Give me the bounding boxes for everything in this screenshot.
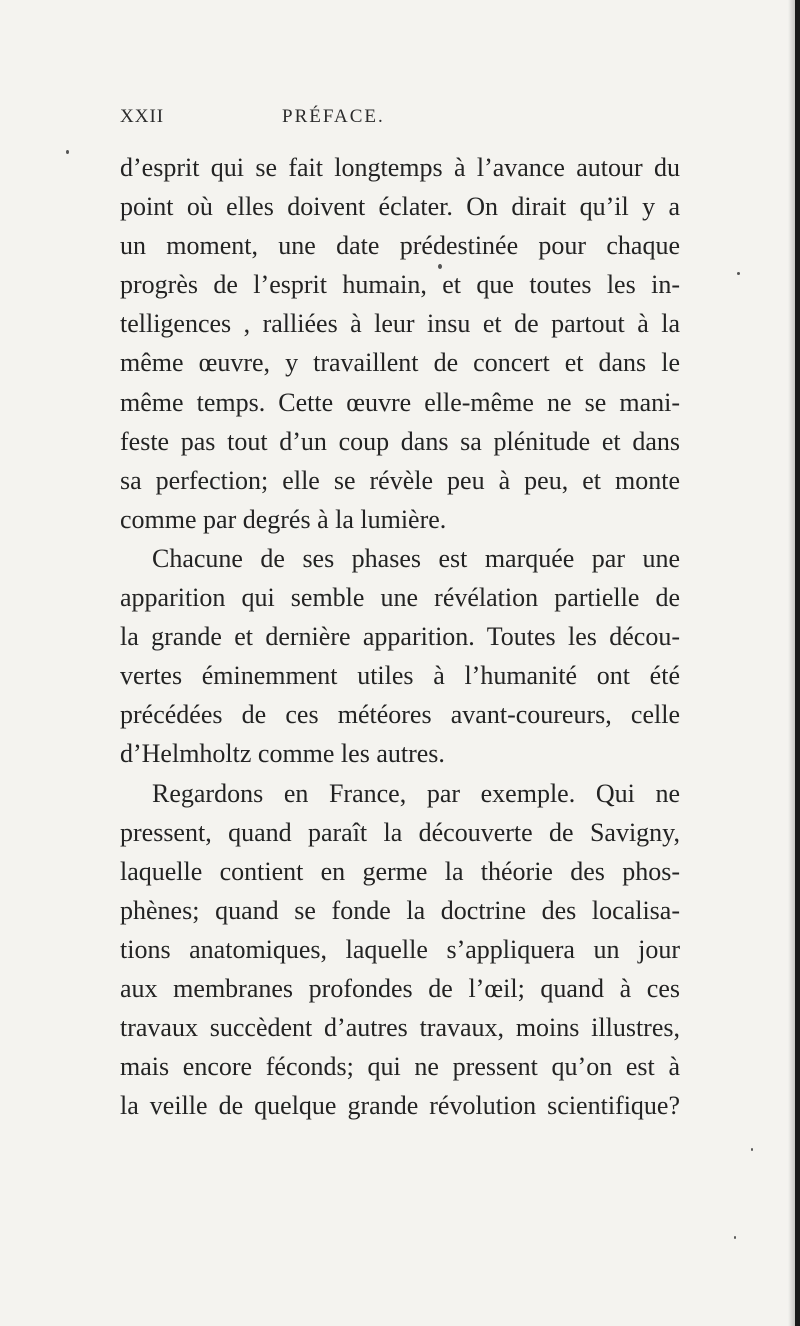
text-line: tions anatomiques, laquelle s’appliquera un jour: [120, 934, 680, 964]
scan-speck: [66, 150, 69, 154]
text-line: la veille de quelque grande révolution scientifique?: [120, 1091, 680, 1121]
text-line: la grande et dernière apparition. Toutes les décou-: [120, 622, 680, 652]
running-title: PRÉFACE.: [282, 106, 385, 127]
text-line: même œuvre, y travaillent de concert et dans le: [120, 348, 680, 378]
text-line: d’esprit qui se fait longtemps à l’avance autour du: [120, 153, 680, 182]
text-line-paragraph-start: Regardons en France, par exemple. Qui ne: [152, 778, 680, 808]
scan-speck: [734, 1236, 736, 1239]
scan-speck: [751, 1148, 753, 1151]
scan-speck: [737, 272, 740, 275]
running-head: [120, 106, 680, 130]
text-line: feste pas tout d’un coup dans sa plénitude et dans: [120, 426, 680, 456]
scan-speck: [438, 264, 442, 269]
text-line-paragraph-start: Chacune de ses phases est marquée par une: [152, 543, 680, 573]
text-line: point où elles doivent éclater. On dirait qu’il y a: [120, 192, 680, 222]
page-number: XXII: [120, 106, 165, 127]
page-edge: [795, 0, 800, 1326]
text-line: précédées de ces météores avant-coureurs, celle: [120, 700, 680, 730]
text-line: un moment, une date prédestinée pour chaque: [120, 231, 680, 261]
text-line-paragraph-end: comme par degrés à la lumière.: [120, 504, 447, 534]
text-line: progrès de l’esprit humain, et que toutes les in-: [120, 270, 680, 300]
text-line-paragraph-end: d’Helmholtz comme les autres.: [120, 739, 445, 769]
text-line: aux membranes profondes de l’œil; quand à ces: [120, 973, 680, 1003]
text-line: pressent, quand paraît la découverte de Savigny,: [120, 817, 680, 847]
text-line: même temps. Cette œuvre elle-même ne se mani-: [120, 387, 680, 417]
text-line: phènes; quand se fonde la doctrine des localisa-: [120, 895, 680, 925]
text-line: apparition qui semble une révélation partielle de: [120, 583, 680, 613]
text-line: mais encore féconds; qui ne pressent qu’on est à: [120, 1052, 680, 1082]
text-line: sa perfection; elle se révèle peu à peu, et monte: [120, 465, 680, 495]
text-line: travaux succèdent d’autres travaux, moins illustres,: [120, 1013, 680, 1043]
body-text: [120, 148, 680, 1125]
text-line: telligences , ralliées à leur insu et de partout à la: [120, 309, 680, 339]
text-line: vertes éminemment utiles à l’humanité ont été: [120, 661, 680, 691]
text-line: laquelle contient en germe la théorie des phos-: [120, 856, 680, 886]
